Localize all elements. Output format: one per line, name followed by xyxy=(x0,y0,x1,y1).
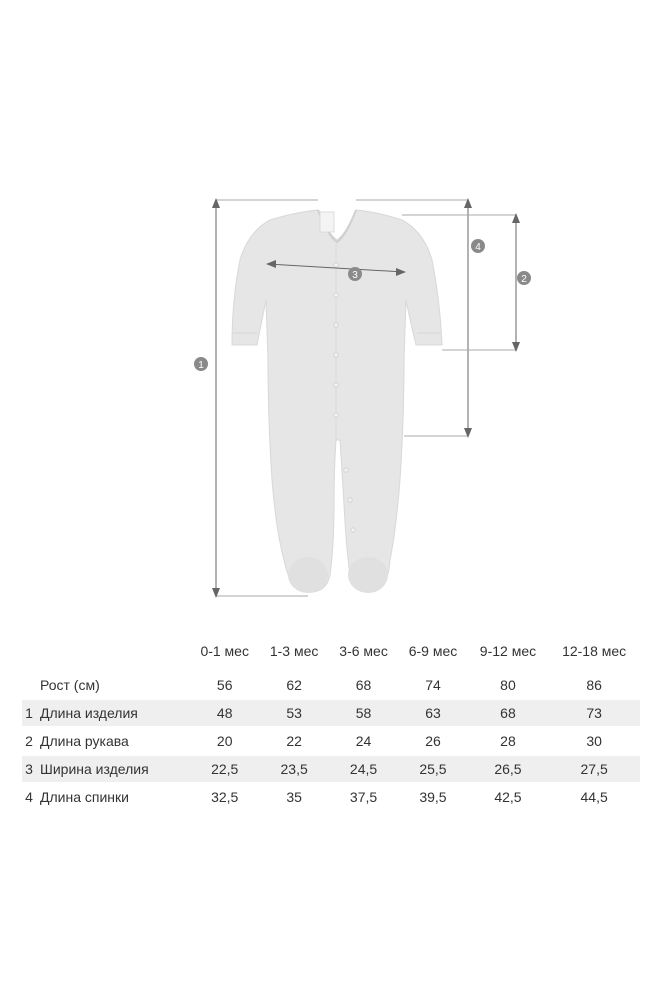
header-label-cell xyxy=(36,632,190,671)
row-number: 4 xyxy=(22,783,36,810)
row-label: Длина рукава xyxy=(36,727,190,755)
row-label: Рост (см) xyxy=(36,671,190,699)
table-cell: 63 xyxy=(398,699,467,727)
size-header: 12-18 мес xyxy=(562,643,627,659)
table-row-back xyxy=(22,783,640,810)
table-cell: 68 xyxy=(329,671,398,699)
table-row-width xyxy=(22,755,640,783)
svg-text:1: 1 xyxy=(198,360,204,371)
row-number: 3 xyxy=(22,755,36,783)
marker-1 xyxy=(194,357,208,371)
table-cell: 74 xyxy=(398,671,467,699)
size-header: 1-3 мес xyxy=(269,643,319,659)
table-cell: 37,5 xyxy=(329,783,398,810)
row-label: Длина изделия xyxy=(36,699,190,727)
row-label: Ширина изделия xyxy=(36,755,190,783)
table-cell: 42,5 xyxy=(468,783,549,810)
table-cell: 20 xyxy=(190,727,259,755)
sleepsuit-illustration xyxy=(232,210,442,593)
table-cell: 39,5 xyxy=(398,783,467,810)
table-cell: 24 xyxy=(329,727,398,755)
row-number xyxy=(22,671,36,699)
table-cell: 86 xyxy=(548,671,640,699)
table-cell: 80 xyxy=(468,671,549,699)
size-header-row xyxy=(22,632,640,671)
svg-text:4: 4 xyxy=(475,242,481,253)
table-cell: 58 xyxy=(329,699,398,727)
size-header: 6-9 мес xyxy=(408,643,458,659)
table-cell: 22 xyxy=(259,727,328,755)
table-cell: 24,5 xyxy=(329,755,398,783)
table-cell: 32,5 xyxy=(190,783,259,810)
row-number: 2 xyxy=(22,727,36,755)
marker-2 xyxy=(517,271,531,285)
table-cell: 30 xyxy=(548,727,640,755)
table-cell: 25,5 xyxy=(398,755,467,783)
marker-3 xyxy=(348,267,362,281)
table-cell: 56 xyxy=(190,671,259,699)
table-cell: 48 xyxy=(190,699,259,727)
table-cell: 53 xyxy=(259,699,328,727)
size-table xyxy=(22,632,640,810)
header-num-cell xyxy=(22,632,36,671)
table-cell: 62 xyxy=(259,671,328,699)
table-cell: 23,5 xyxy=(259,755,328,783)
table-cell: 27,5 xyxy=(548,755,640,783)
table-cell: 68 xyxy=(468,699,549,727)
table-cell: 44,5 xyxy=(548,783,640,810)
marker-4 xyxy=(471,239,485,253)
row-number: 1 xyxy=(22,699,36,727)
table-cell: 22,5 xyxy=(190,755,259,783)
table-row-length xyxy=(22,699,640,727)
size-header: 0-1 мес xyxy=(200,643,249,659)
table-cell: 35 xyxy=(259,783,328,810)
table-cell: 26,5 xyxy=(468,755,549,783)
size-header: 9-12 мес xyxy=(479,643,537,659)
table-row-height xyxy=(22,671,640,699)
svg-text:3: 3 xyxy=(352,270,358,281)
row-label: Длина спинки xyxy=(36,783,190,810)
size-header: 3-6 мес xyxy=(339,643,388,659)
table-cell: 26 xyxy=(398,727,467,755)
table-cell: 73 xyxy=(548,699,640,727)
table-row-sleeve xyxy=(22,727,640,755)
svg-text:2: 2 xyxy=(521,274,527,285)
table-cell: 28 xyxy=(468,727,549,755)
